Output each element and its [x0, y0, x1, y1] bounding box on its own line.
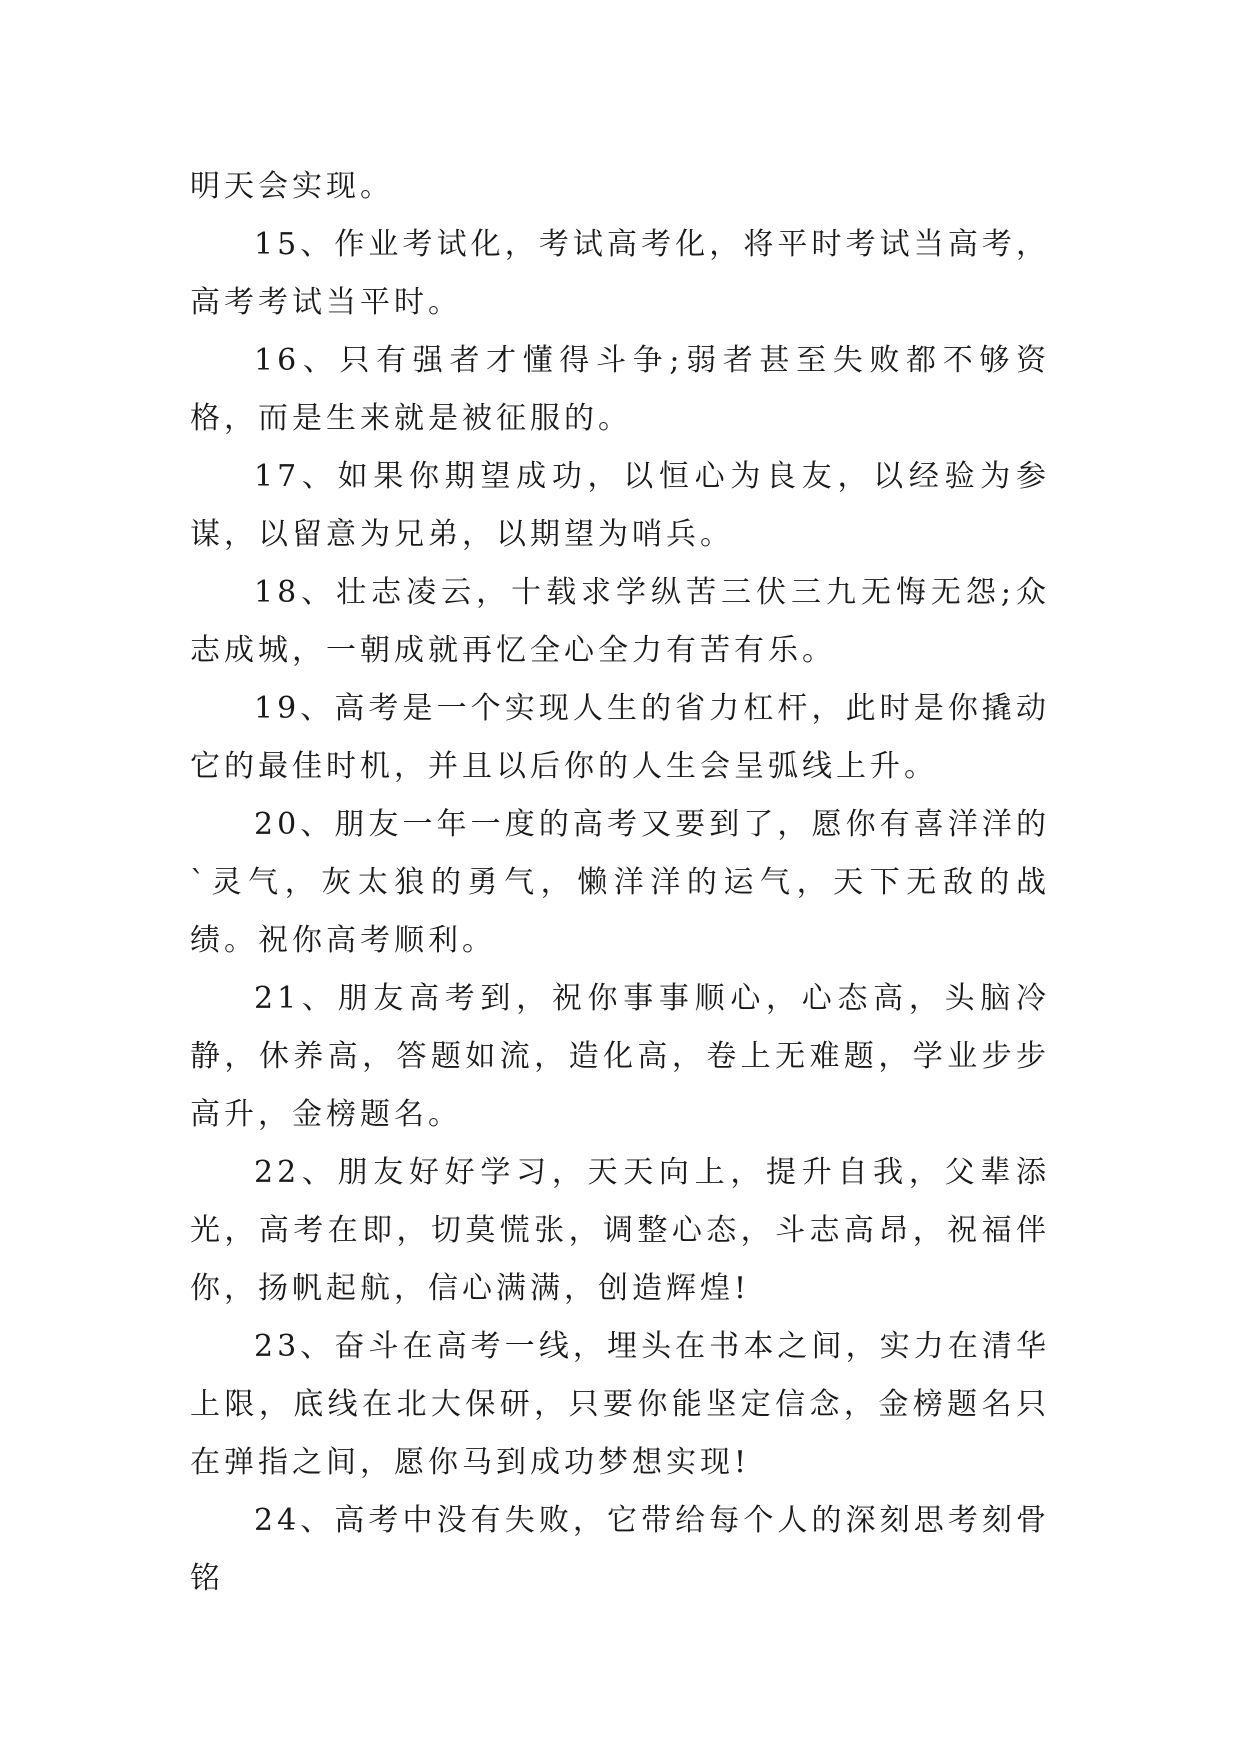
paragraph-15: 15、作业考试化，考试高考化，将平时考试当高考，高考考试当平时。 [190, 227, 1050, 320]
paragraph-22: 22、朋友好好学习，天天向上，提升自我，父辈添光，高考在即，切莫慌张，调整心态，斗志高昂，祝福伴你，扬帆起航，信心满满，创造辉煌! [190, 1155, 1050, 1306]
paragraph-18: 18、壮志凌云，十载求学纵苦三伏三九无悔无怨;众志成城，一朝成就再忆全心全力有苦有乐。 [190, 575, 1050, 668]
paragraph-19: 19、高考是一个实现人生的省力杠杆，此时是你撬动它的最佳时机，并且以后你的人生会呈弧线上升。 [190, 691, 1050, 784]
paragraph-24: 24、高考中没有失败，它带给每个人的深刻思考刻骨铭 [190, 1503, 1050, 1596]
document-body [190, 158, 1050, 1608]
paragraph-17: 17、如果你期望成功，以恒心为良友，以经验为参谋，以留意为兄弟，以期望为哨兵。 [190, 459, 1050, 552]
paragraph-21: 21、朋友高考到，祝你事事顺心，心态高，头脑冷静，休养高，答题如流，造化高，卷上无难题，学业步步高升，金榜题名。 [190, 981, 1050, 1132]
paragraph-20: 20、朋友一年一度的高考又要到了，愿你有喜洋洋的`灵气，灰太狼的勇气，懒洋洋的运气，天下无敌的战绩。祝你高考顺利。 [190, 807, 1050, 958]
paragraph-16: 16、只有强者才懂得斗争;弱者甚至失败都不够资格，而是生来就是被征服的。 [190, 343, 1050, 436]
paragraph-continuation: 明天会实现。 [190, 169, 394, 204]
paragraph-23: 23、奋斗在高考一线，埋头在书本之间，实力在清华上限，底线在北大保研，只要你能坚定信念，金榜题名只在弹指之间，愿你马到成功梦想实现! [190, 1329, 1050, 1480]
